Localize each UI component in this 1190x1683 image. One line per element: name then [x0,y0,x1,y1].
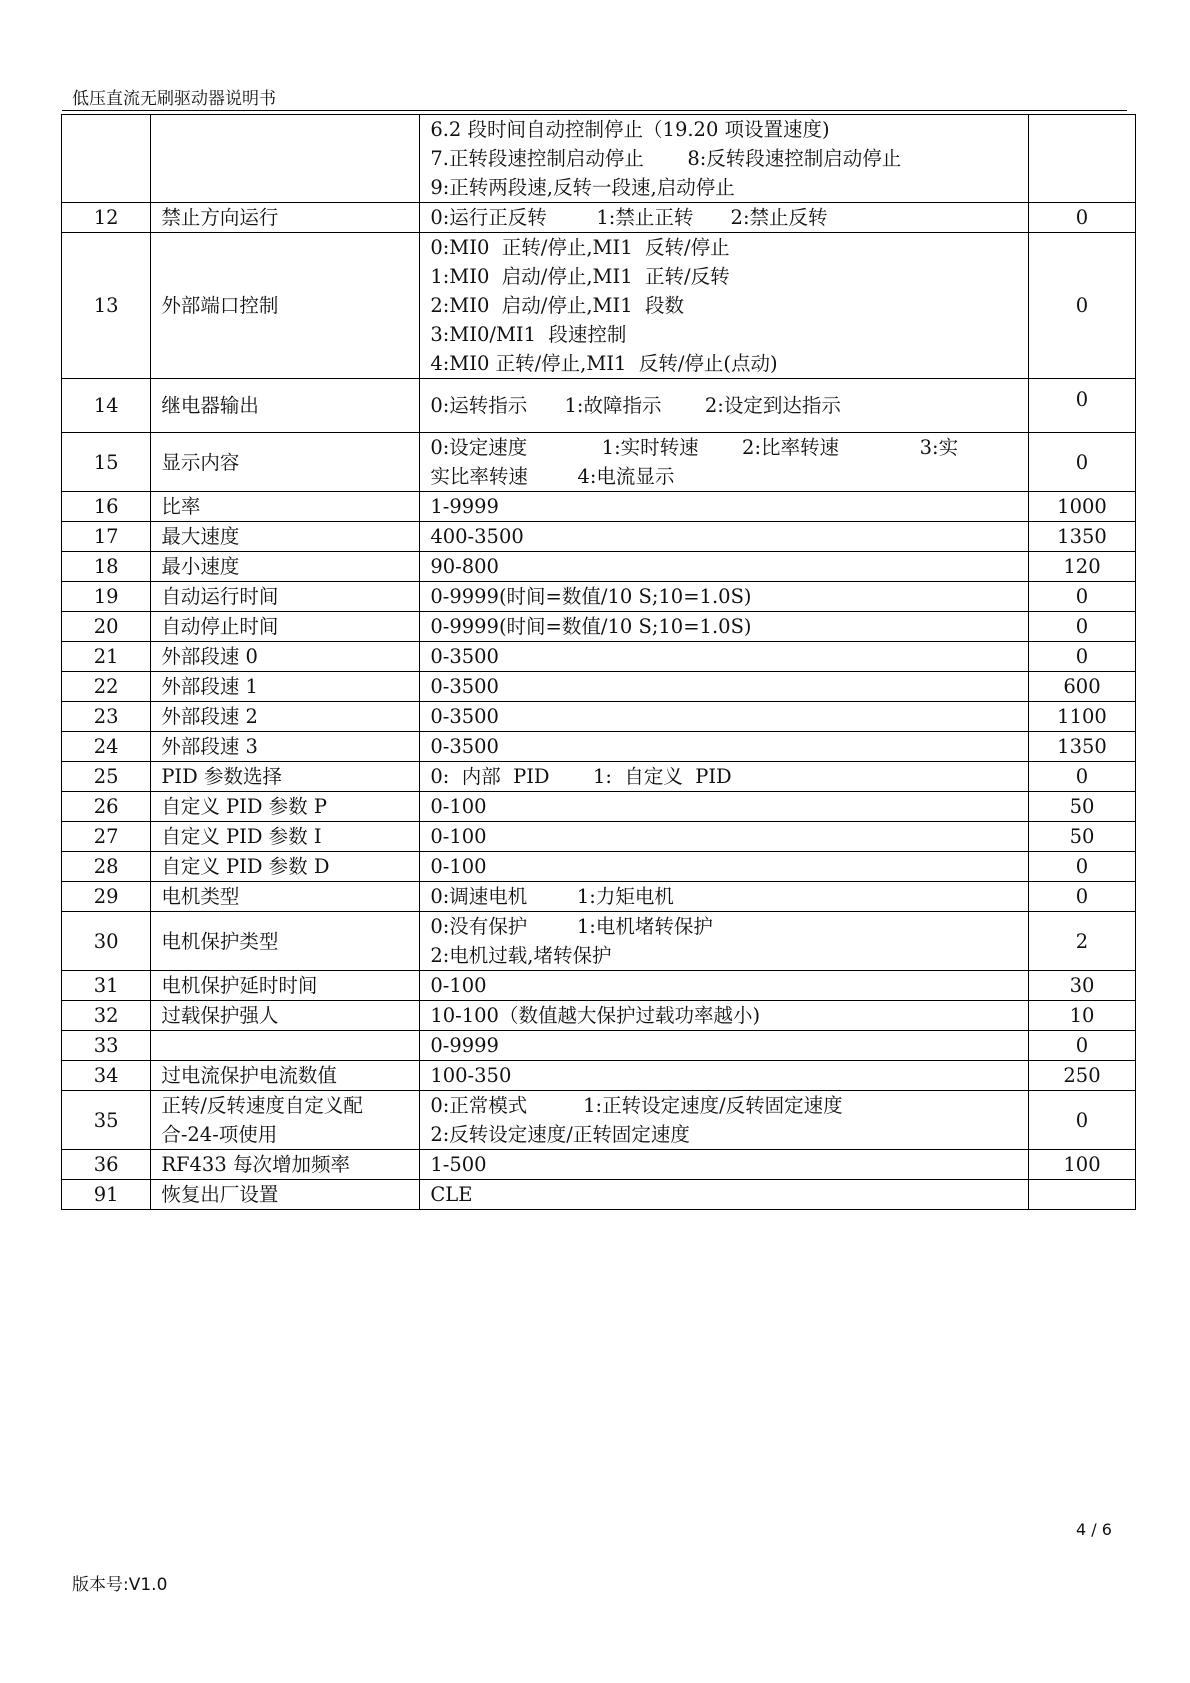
param-number: 18 [62,552,151,582]
page-number: 4 / 6 [1076,1520,1112,1539]
param-range [420,115,1029,203]
param-name [151,1031,420,1061]
param-range [420,379,1029,433]
param-number: 35 [62,1091,151,1150]
param-number: 34 [62,1061,151,1091]
param-default: 0 [1028,852,1135,882]
param-default: 600 [1028,672,1135,702]
table-row [62,882,1136,912]
param-name: 比率 [151,492,420,522]
param-name: 自动停止时间 [151,612,420,642]
table-row [62,702,1136,732]
param-range-line: 1:MI0 启动/停止,MI1 正转/反转 [430,265,730,288]
param-range-line: 0-100 [430,855,487,878]
param-number: 32 [62,1001,151,1031]
param-range-line: 0-100 [430,795,487,818]
param-range [420,971,1029,1001]
param-name: 外部段速 3 [151,732,420,762]
param-name: 显示内容 [151,433,420,492]
param-number: 25 [62,762,151,792]
param-range-line: CLE [430,1183,473,1206]
param-range [420,882,1029,912]
param-range [420,582,1029,612]
param-number: 27 [62,822,151,852]
param-range-line: 0:调速电机 1:力矩电机 [430,885,674,908]
table-row [62,233,1136,379]
param-range-line: 1-9999 [430,495,499,518]
param-range [420,203,1029,233]
param-name-line: 合-24-项使用 [161,1123,278,1146]
parameter-table [61,114,1136,1210]
param-default: 0 [1028,582,1135,612]
param-range [420,612,1029,642]
param-default: 250 [1028,1061,1135,1091]
table-row [62,852,1136,882]
param-range-line: 2:MI0 启动/停止,MI1 段数 [430,294,685,317]
param-default: 0 [1028,1091,1135,1150]
param-name: 最大速度 [151,522,420,552]
param-range [420,233,1029,379]
table-row [62,1061,1136,1091]
param-range-line: 0-3500 [430,705,499,728]
param-range [420,1061,1029,1091]
param-range-line: 0:设定速度 1:实时转速 2:比率转速 3:实 [430,436,959,459]
param-range-line: 1-500 [430,1153,487,1176]
param-name: 过载保护强人 [151,1001,420,1031]
param-range [420,822,1029,852]
param-range-line: 3:MI0/MI1 段速控制 [430,323,627,346]
param-name: 继电器输出 [151,379,420,433]
param-default: 30 [1028,971,1135,1001]
param-default: 100 [1028,1150,1135,1180]
param-range-line: 2:电机过载,堵转保护 [430,944,612,967]
table-row [62,433,1136,492]
param-range [420,1091,1029,1150]
param-default: 120 [1028,552,1135,582]
param-range-line: 0: 内部 PID 1: 自定义 PID [430,765,732,788]
param-name: 自定义 PID 参数 P [151,792,420,822]
param-number: 31 [62,971,151,1001]
param-range [420,522,1029,552]
table-row [62,115,1136,203]
param-number: 14 [62,379,151,433]
table-row [62,732,1136,762]
param-range-line: 0-3500 [430,675,499,698]
param-range-line: 0-9999 [430,1034,499,1057]
param-number: 19 [62,582,151,612]
param-name: 外部段速 2 [151,702,420,732]
param-name: 自动运行时间 [151,582,420,612]
table-row [62,492,1136,522]
table-row [62,522,1136,552]
param-name [151,115,420,203]
param-number: 26 [62,792,151,822]
param-number: 17 [62,522,151,552]
param-range-line: 4:MI0 正转/停止,MI1 反转/停止(点动) [430,352,778,375]
param-number: 23 [62,702,151,732]
param-default: 0 [1028,433,1135,492]
table-row [62,1031,1136,1061]
param-default: 1100 [1028,702,1135,732]
param-range-line: 7.正转段速控制启动停止 8:反转段速控制启动停止 [430,147,902,170]
table-row [62,552,1136,582]
param-name: RF433 每次增加频率 [151,1150,420,1180]
param-range [420,1180,1029,1210]
param-name: 自定义 PID 参数 D [151,852,420,882]
param-default: 0 [1028,882,1135,912]
param-range [420,433,1029,492]
param-default [1028,1180,1135,1210]
param-range-line: 0-9999(时间=数值/10 S;10=1.0S) [430,585,752,608]
param-range-line: 0:运行正反转 1:禁止正转 2:禁止反转 [430,206,828,229]
param-name: 恢复出厂设置 [151,1180,420,1210]
param-default: 10 [1028,1001,1135,1031]
param-number: 12 [62,203,151,233]
param-range-line: 0:没有保护 1:电机堵转保护 [430,915,713,938]
version-label: 版本号:V1.0 [72,1575,168,1595]
param-range-line: 0-3500 [430,735,499,758]
table-row [62,612,1136,642]
param-number: 15 [62,433,151,492]
param-name: 电机保护延时时间 [151,971,420,1001]
param-name: 外部段速 1 [151,672,420,702]
header-rule [62,110,1127,111]
param-default: 0 [1028,762,1135,792]
param-default: 0 [1028,642,1135,672]
param-range-line: 10-100（数值越大保护过载功率越小) [430,1004,761,1027]
param-default: 50 [1028,792,1135,822]
param-name: 电机保护类型 [151,912,420,971]
table-row [62,971,1136,1001]
param-range [420,672,1029,702]
param-range-line: 90-800 [430,555,499,578]
param-number: 33 [62,1031,151,1061]
param-number: 22 [62,672,151,702]
param-name: 外部端口控制 [151,233,420,379]
param-number: 29 [62,882,151,912]
param-range [420,1031,1029,1061]
param-number: 30 [62,912,151,971]
param-name: 电机类型 [151,882,420,912]
table-row [62,762,1136,792]
param-default: 0 [1028,1031,1135,1061]
param-range [420,642,1029,672]
param-name: 最小速度 [151,552,420,582]
param-default: 1350 [1028,732,1135,762]
param-name: 自定义 PID 参数 I [151,822,420,852]
param-number: 16 [62,492,151,522]
param-number: 36 [62,1150,151,1180]
param-default: 1350 [1028,522,1135,552]
param-range [420,1150,1029,1180]
param-range-line: 6.2 段时间自动控制停止（19.20 项设置速度) [430,118,830,141]
table-row [62,203,1136,233]
table-row [62,912,1136,971]
param-number: 20 [62,612,151,642]
param-range-line: 400-3500 [430,525,524,548]
table-row [62,1180,1136,1210]
param-number: 28 [62,852,151,882]
param-default: 50 [1028,822,1135,852]
param-name: PID 参数选择 [151,762,420,792]
param-range-line: 0:MI0 正转/停止,MI1 反转/停止 [430,236,730,259]
table-row [62,379,1136,433]
table-row [62,822,1136,852]
table-row [62,1091,1136,1150]
table-row [62,1150,1136,1180]
param-range-line: 0-100 [430,974,487,997]
param-range [420,852,1029,882]
table-row [62,582,1136,612]
table-row [62,642,1136,672]
param-number: 21 [62,642,151,672]
param-range [420,912,1029,971]
param-default: 2 [1028,912,1135,971]
param-range-line: 0:运转指示 1:故障指示 2:设定到达指示 [430,394,841,417]
table-row [62,792,1136,822]
param-range [420,732,1029,762]
param-number: 91 [62,1180,151,1210]
param-name: 外部段速 0 [151,642,420,672]
document-header-title: 低压直流无刷驱动器说明书 [72,89,276,109]
param-range-line: 100-350 [430,1064,512,1087]
param-range [420,492,1029,522]
param-range-line: 0-9999(时间=数值/10 S;10=1.0S) [430,615,752,638]
param-range [420,1001,1029,1031]
param-name [151,1091,420,1150]
param-default: 0 [1028,203,1135,233]
param-name: 过电流保护电流数值 [151,1061,420,1091]
param-range [420,762,1029,792]
param-default: 0 [1028,612,1135,642]
param-number: 24 [62,732,151,762]
param-range-line: 0-100 [430,825,487,848]
param-range-line: 9:正转两段速,反转一段速,启动停止 [430,176,735,199]
param-name-line: 正转/反转速度自定义配 [161,1094,363,1117]
table-row [62,672,1136,702]
param-range-line: 实比率转速 4:电流显示 [430,465,675,488]
param-name: 禁止方向运行 [151,203,420,233]
param-number [62,115,151,203]
param-range [420,792,1029,822]
param-default: 0 [1028,379,1135,433]
param-default: 1000 [1028,492,1135,522]
param-range-line: 0-3500 [430,645,499,668]
param-range-line: 0:正常模式 1:正转设定速度/反转固定速度 [430,1094,843,1117]
param-range-line: 2:反转设定速度/正转固定速度 [430,1123,690,1146]
param-number: 13 [62,233,151,379]
table-row [62,1001,1136,1031]
param-default: 0 [1028,233,1135,379]
param-default [1028,115,1135,203]
param-range [420,702,1029,732]
param-range [420,552,1029,582]
